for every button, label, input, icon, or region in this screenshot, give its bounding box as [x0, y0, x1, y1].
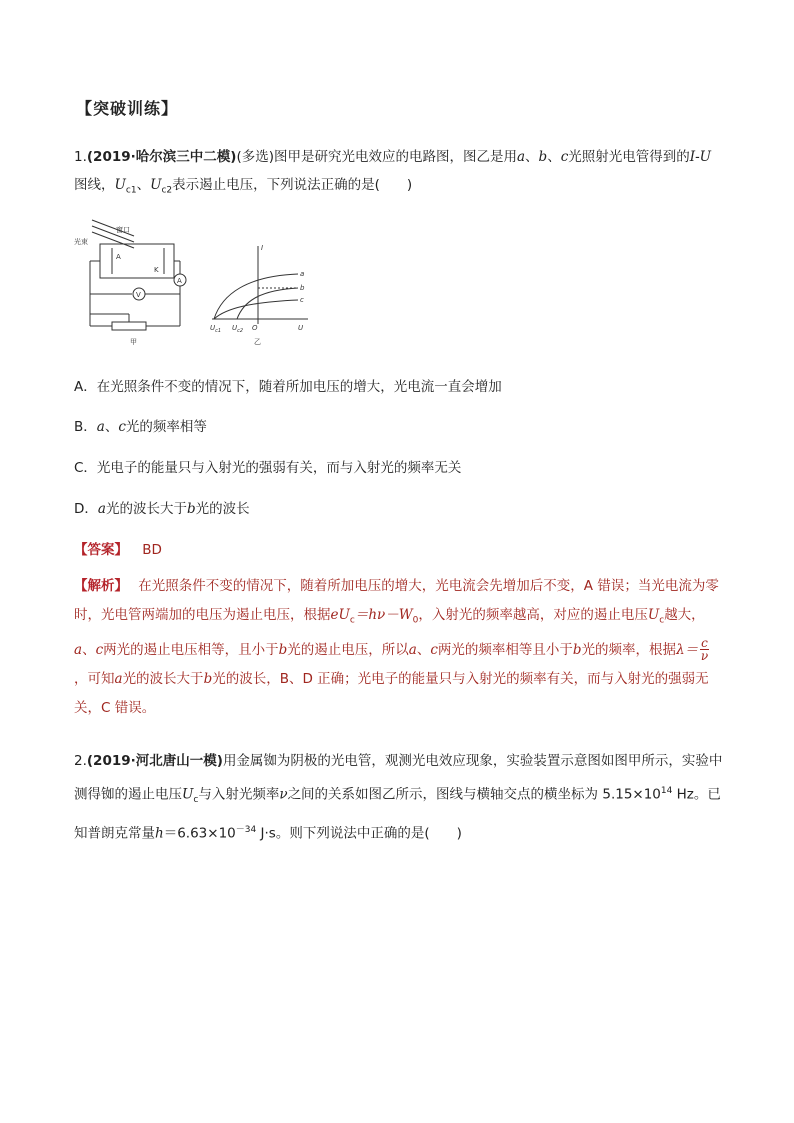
var-c: c: [118, 419, 126, 435]
stem-text: 光照射光电管得到的: [568, 149, 690, 165]
curve-b: [237, 288, 298, 319]
fraction-denominator: ν: [700, 649, 709, 664]
stem-text: 与入射光频率: [198, 786, 280, 803]
beam-label: 光束: [74, 238, 88, 246]
axis-i-label: I: [261, 244, 264, 252]
var-b: b: [572, 641, 582, 658]
var-a: a: [97, 501, 106, 517]
exp-text: 光的波长，B、D 正确；光电子的能量只与入射光的频率有关，而与入射光的强弱无关，C 错误。: [74, 670, 709, 716]
ammeter-label: A: [177, 277, 182, 285]
var-a: a: [96, 419, 105, 435]
var-c: c: [95, 641, 104, 658]
formula: ＝hν－W: [354, 607, 413, 623]
question-source: (2019·河北唐山一模): [86, 753, 223, 769]
formula: eU: [330, 607, 350, 623]
var-iu: I-U: [689, 149, 712, 165]
answer-line: [74, 538, 162, 558]
curve-a-label: a: [300, 270, 305, 278]
section-title: 【突破训练】: [76, 99, 179, 118]
sep: 、: [104, 419, 119, 435]
option-d: [74, 497, 250, 517]
caption-jia: 甲: [130, 338, 137, 346]
tick-uc1: $U_{c1}$: [210, 324, 222, 334]
cathode-label: K: [154, 266, 159, 274]
sep: 、: [416, 641, 431, 658]
var-u: U: [647, 607, 660, 623]
curve-a: [214, 274, 298, 319]
question-1-stem: [74, 143, 724, 205]
sep: 、: [547, 149, 561, 165]
var-b: b: [538, 149, 548, 165]
var-b: b: [186, 501, 196, 517]
axis-u-label: U: [298, 324, 304, 332]
answer-label: 【答案】: [74, 542, 128, 558]
explanation: [74, 572, 724, 723]
fraction-numerator: c: [701, 636, 708, 651]
sep: 、: [82, 641, 96, 658]
sep: 、: [525, 149, 539, 165]
stem-text: ＝6.63×10: [163, 825, 236, 842]
question-source: (2019·哈尔滨三中二模): [86, 149, 237, 165]
rheostat: [112, 322, 146, 330]
voltmeter-label: V: [136, 291, 141, 299]
var-u: U: [182, 786, 194, 803]
origin-label: O: [252, 324, 258, 332]
question-number: 2.: [74, 753, 87, 769]
exp-text: 光的频率，根据: [581, 641, 677, 658]
stem-text: Hz。已知普朗克常量: [74, 786, 721, 842]
question-number: 1.: [74, 149, 87, 165]
phototube: [100, 244, 174, 278]
subscript: c: [193, 795, 199, 806]
var-c: c: [560, 149, 569, 165]
exp-text: 两光的频率相等且小于: [437, 641, 573, 658]
subscript: 0: [412, 615, 419, 626]
curve-c: [214, 300, 298, 319]
stem-text: 图线，: [74, 177, 115, 193]
var-a: a: [74, 641, 83, 658]
var-h: h: [155, 825, 164, 842]
option-text: 光的波长: [195, 501, 250, 517]
superscript: －34: [235, 825, 257, 836]
subscript: c: [659, 615, 665, 626]
option-prefix: D．: [74, 501, 98, 517]
exp-text: ，可知: [74, 670, 115, 687]
answer-value: BD: [142, 542, 162, 558]
fraction: [700, 637, 709, 662]
var-b: b: [203, 670, 213, 687]
option-a: A．在光照条件不变的情况下，随着所加电压的增大，光电流一直会增加: [74, 379, 502, 395]
var-a: a: [516, 149, 526, 165]
exp-text: 光的波长大于: [122, 670, 204, 687]
stem-text: 用金属铷为阴极的光电管，观测光电效应现象，实验装置示意图如图甲所示，实验中测得铷的遏止电压: [74, 753, 723, 803]
var-c: c: [430, 641, 438, 658]
circuit-and-iu-figure: [72, 214, 312, 354]
superscript: 14: [660, 786, 673, 796]
var-nu: ν: [279, 786, 288, 803]
stem-text: J·s。则下列说法中正确的是( ): [256, 825, 462, 842]
window-label: 窗口: [116, 226, 130, 234]
option-c: C．光电子的能量只与入射光的强弱有关，而与入射光的频率无关: [74, 460, 462, 476]
var-u: U: [150, 177, 162, 193]
stem-text: (多选)图甲是研究光电效应的电路图，图乙是用: [236, 149, 517, 165]
question-2-stem: [74, 746, 724, 849]
stem-text: 之间的关系如图乙所示，图线与横轴交点的横坐标为 5.15×10: [287, 786, 661, 803]
curve-c-label: c: [300, 296, 304, 304]
exp-text: ，入射光的频率越高，对应的遏止电压: [418, 607, 648, 623]
var-a: a: [408, 641, 417, 658]
option-prefix: B．: [74, 419, 97, 435]
option-text: 光的波长大于: [105, 501, 187, 517]
exp-text: 在光照条件不变的情况下，随着所加电压的增大，光电流会先增加后不变，A 错误；当光电流为零时，光电管两端加的电压为遏止电压，根据: [74, 578, 719, 623]
exp-text: 光的遏止电压，所以: [287, 641, 409, 658]
var-a: a: [114, 670, 123, 687]
subscript: c2: [161, 185, 173, 196]
stem-text: 表示遏止电压，下列说法正确的是( ): [172, 177, 413, 193]
explanation-label: 【解析】: [74, 578, 128, 594]
option-b: [74, 415, 207, 435]
subscript: c1: [125, 185, 137, 196]
caption-yi: 乙: [254, 338, 261, 346]
anode-label: A: [116, 253, 121, 261]
var-u: U: [114, 177, 126, 193]
option-text: 光的频率相等: [125, 419, 207, 435]
sep: 、: [136, 177, 151, 193]
exp-text: 两光的遏止电压相等，且小于: [103, 641, 279, 658]
curve-b-label: b: [300, 284, 305, 292]
var-b: b: [278, 641, 288, 658]
tick-uc2: $U_{c2}$: [232, 324, 244, 334]
subscript: c: [349, 615, 355, 626]
lambda-eq: λ＝: [676, 641, 699, 658]
exp-text: 越大，: [664, 607, 705, 623]
